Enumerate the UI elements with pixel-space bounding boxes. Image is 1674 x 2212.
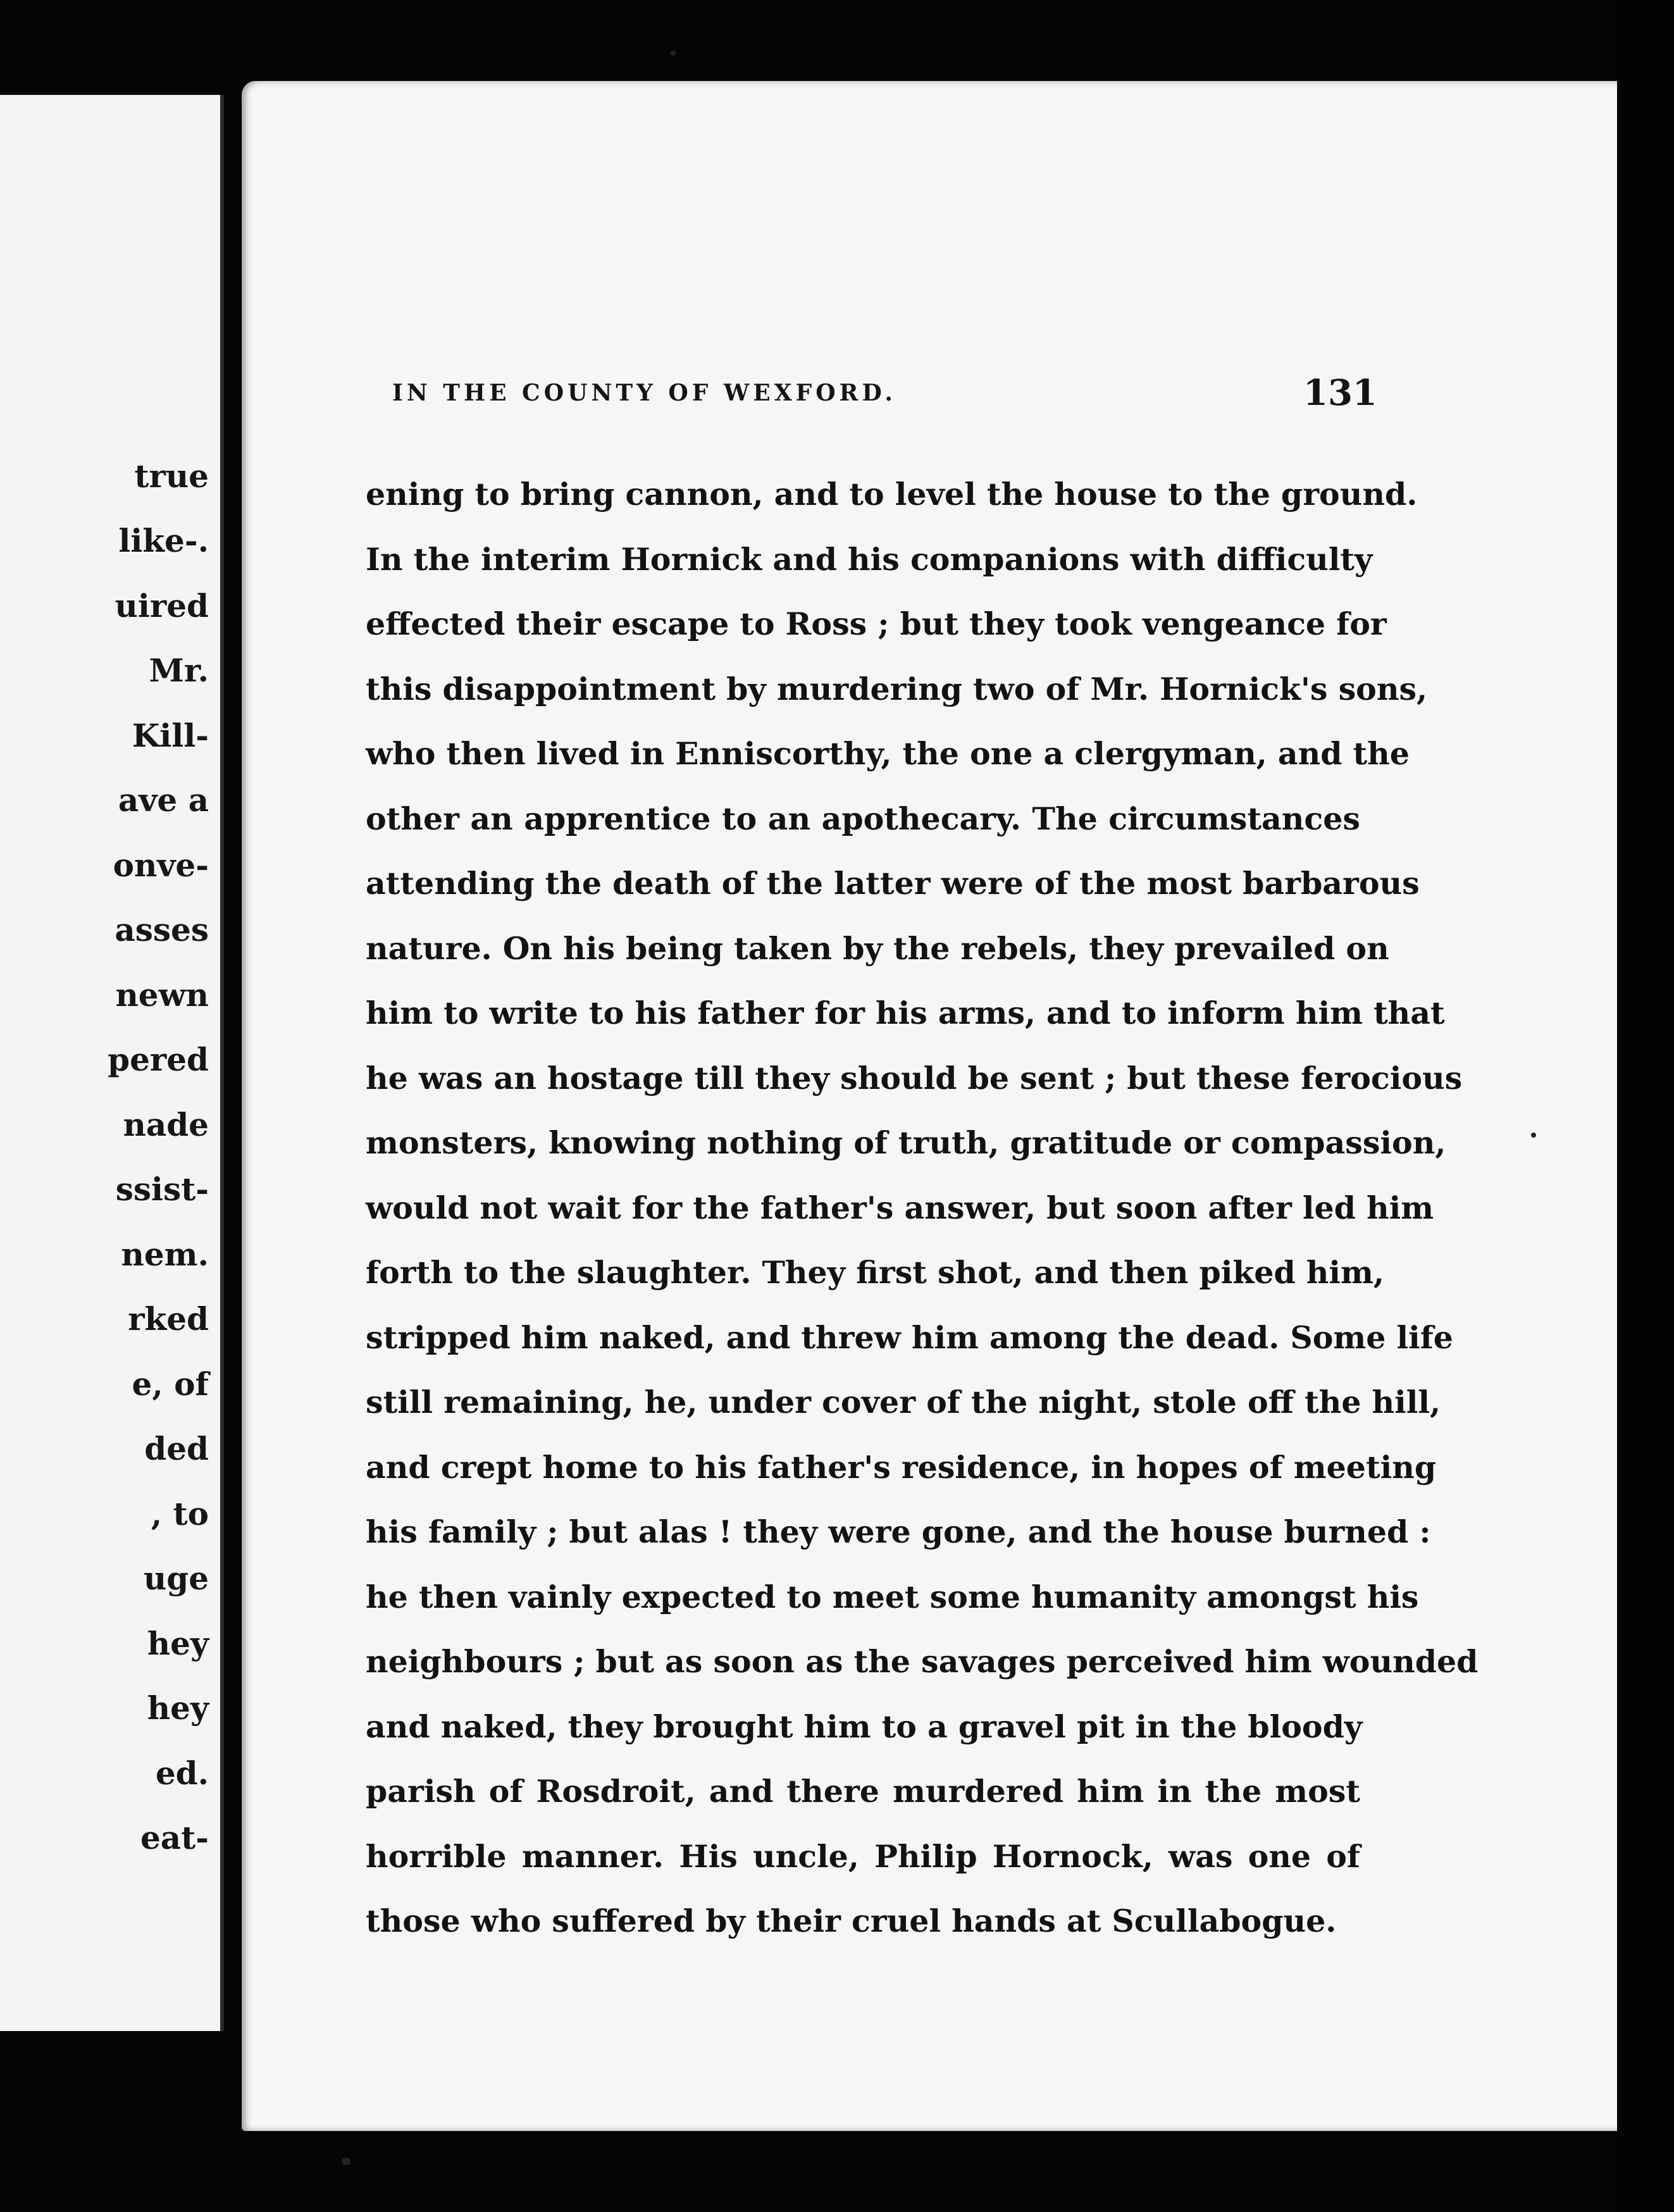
text-line: and naked, they brought him to a gravel pit in the bloody (366, 1708, 1363, 1745)
facing-page-line: , to (151, 1495, 209, 1532)
text-line: he then vainly expected to meet some humanity amongst his (366, 1578, 1419, 1615)
text-line: neighbours ; but as soon as the savages perceived him wounded (366, 1643, 1479, 1680)
text-line: ening to bring cannon, and to level the house to the ground. (366, 476, 1418, 513)
facing-page-line: Kill- (132, 717, 209, 754)
facing-page-line: onve- (113, 847, 209, 884)
text-line: attending the death of the latter were of the most barbarous (366, 865, 1420, 902)
text-line: those who suffered by their cruel hands at Scullabogue. (366, 1903, 1337, 1939)
facing-page-edge (0, 95, 224, 2031)
text-line: stripped him naked, and threw him among the dead. Some life (366, 1319, 1453, 1356)
facing-page-line: nade (123, 1106, 209, 1143)
text-line: In the interim Hornick and his companions with difficulty (366, 540, 1373, 578)
facing-page-line: uge (143, 1560, 209, 1597)
facing-page-line: ave a (118, 781, 209, 819)
page-number: 131 (1303, 372, 1377, 414)
text-line: his family ; but alas ! they were gone, and the house burned : (366, 1513, 1431, 1550)
text-line: parish of Rosdroit, and there murdered him in the most (366, 1773, 1360, 1810)
facing-page-line: uired (115, 587, 209, 624)
scan-speck (342, 2158, 350, 2165)
text-line: would not wait for the father's answer, but soon after led him (366, 1189, 1434, 1226)
facing-page-line: newn (115, 976, 209, 1014)
text-line: this disappointment by murdering two of Mr. Hornick's sons, (366, 670, 1428, 707)
facing-page-line: ssist- (115, 1171, 209, 1208)
facing-page-line: ded (144, 1430, 209, 1467)
text-line: who then lived in Enniscorthy, the one a clergyman, and the (366, 735, 1410, 772)
facing-page-line: asses (115, 911, 209, 948)
text-line: and crept home to his father's residence, in hopes of meeting (366, 1448, 1437, 1486)
facing-page-line: Mr. (149, 652, 209, 689)
facing-page-line: nem. (121, 1236, 209, 1273)
facing-page-line: hey (147, 1625, 209, 1662)
facing-page-line: like-. (118, 522, 209, 559)
body-text (366, 462, 1479, 1954)
facing-page-line: pered (108, 1041, 209, 1078)
facing-page-line: eat- (140, 1819, 209, 1856)
text-line: forth to the slaughter. They first shot, and then piked him, (366, 1254, 1384, 1291)
text-line: he was an hostage till they should be sent ; but these ferocious (366, 1059, 1463, 1097)
text-line: monsters, knowing nothing of truth, gratitude or compassion, (366, 1124, 1446, 1161)
text-line: nature. On his being taken by the rebels, they prevailed on (366, 929, 1389, 967)
facing-page-line: rked (128, 1300, 209, 1338)
facing-page-line: e, of (132, 1365, 209, 1403)
facing-page-line: hey (147, 1689, 209, 1727)
facing-page-line: true (134, 457, 209, 495)
scan-speck (671, 51, 676, 56)
text-line: effected their escape to Ross ; but they took vengeance for (366, 606, 1387, 642)
text-line: other an apprentice to an apothecary. The circumstances (366, 800, 1360, 837)
scan-border (1617, 0, 1674, 2212)
text-line: him to write to his father for his arms, and to inform him that (366, 995, 1445, 1031)
text-line: still remaining, he, under cover of the night, stole off the hill, (366, 1384, 1441, 1420)
text-line: horrible manner. His uncle, Philip Hornock, was one of (366, 1837, 1360, 1875)
running-head: IN THE COUNTY OF WEXFORD. (392, 380, 896, 406)
facing-page-line: ed. (155, 1755, 209, 1792)
scan-speck (1531, 1133, 1536, 1138)
